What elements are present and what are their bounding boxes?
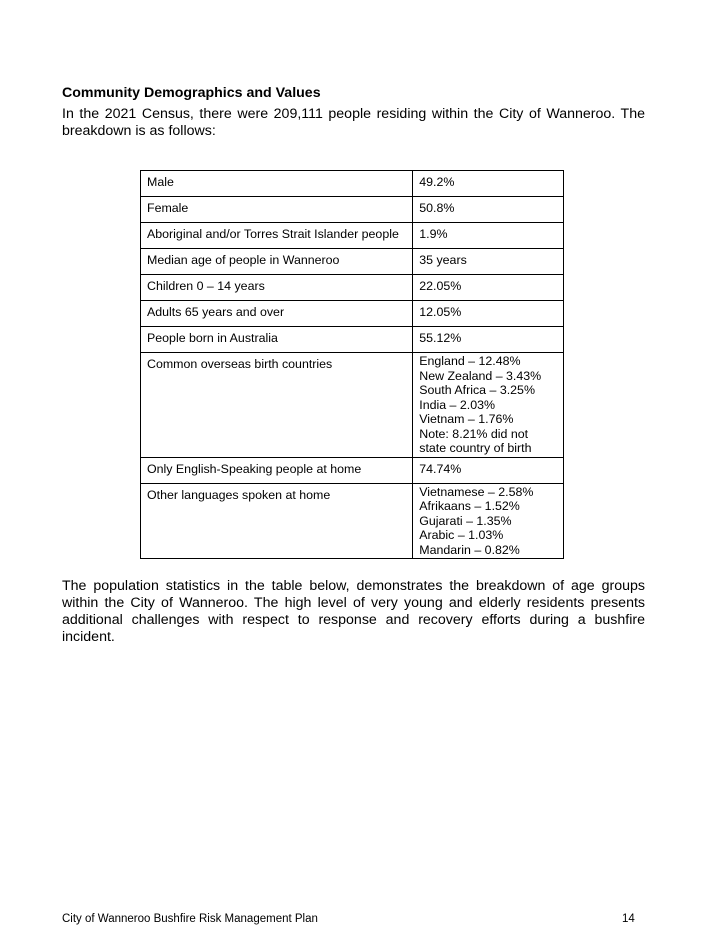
row-value: [413, 197, 564, 223]
row-value: [413, 353, 564, 458]
row-value: [413, 327, 564, 353]
row-value: [413, 249, 564, 275]
row-value: [413, 171, 564, 197]
row-value-line: 12.05%: [419, 305, 462, 319]
row-value-line: state country of birth: [419, 441, 532, 455]
table-row: [141, 249, 564, 275]
table-row: [141, 457, 564, 483]
row-label: Male: [141, 171, 413, 197]
table-row: [141, 301, 564, 327]
row-label: Children 0 – 14 years: [141, 275, 413, 301]
row-value-line: New Zealand – 3.43%: [419, 368, 542, 383]
row-value-line: 55.12%: [419, 331, 462, 345]
row-label: Other languages spoken at home: [141, 483, 413, 559]
row-value-line: Note: 8.21% did not: [419, 426, 529, 441]
row-value: [413, 483, 564, 559]
demographics-table-body: [141, 171, 564, 559]
table-row: [141, 483, 564, 559]
row-label: Adults 65 years and over: [141, 301, 413, 327]
row-value: [413, 275, 564, 301]
table-row: [141, 275, 564, 301]
row-value: [413, 457, 564, 483]
table-row: [141, 171, 564, 197]
footer-title: City of Wanneroo Bushfire Risk Management Plan: [62, 913, 318, 925]
row-label: Median age of people in Wanneroo: [141, 249, 413, 275]
row-label: Only English-Speaking people at home: [141, 457, 413, 483]
intro-paragraph: In the 2021 Census, there were 209,111 people residing within the City of Wanneroo. The breakdown is as follows:: [62, 106, 645, 139]
table-row: [141, 353, 564, 458]
row-value-line: 50.8%: [419, 201, 455, 215]
row-label: Aboriginal and/or Torres Strait Islander people: [141, 223, 413, 249]
row-value-line: Mandarin – 0.82%: [419, 542, 520, 557]
row-value-line: Arabic – 1.03%: [419, 528, 504, 542]
row-label: Female: [141, 197, 413, 223]
row-value: [413, 223, 564, 249]
table-row: [141, 327, 564, 353]
row-value-line: 22.05%: [419, 279, 462, 293]
table-row: [141, 223, 564, 249]
outro-paragraph: The population statistics in the table below, demonstrates the breakdown of age groups within the City of Wanneroo. The high level of very young and elderly residents presents additional challenges with respect to response and recovery efforts during a bushfire incident.: [62, 578, 645, 645]
row-value-line: 1.9%: [419, 227, 448, 241]
row-label: Common overseas birth countries: [141, 353, 413, 458]
row-value-line: Vietnam – 1.76%: [419, 412, 514, 426]
row-value-line: India – 2.03%: [419, 397, 496, 412]
row-value: [413, 301, 564, 327]
section-heading: Community Demographics and Values: [62, 85, 321, 101]
row-value-line: 35 years: [419, 253, 467, 267]
row-value-line: South Africa – 3.25%: [419, 383, 535, 397]
row-value-line: England – 12.48%: [419, 354, 521, 368]
page-number: 14: [622, 913, 635, 925]
row-label: People born in Australia: [141, 327, 413, 353]
table-row: [141, 197, 564, 223]
row-value-line: 49.2%: [419, 175, 455, 189]
row-value-line: Vietnamese – 2.58%: [419, 484, 534, 499]
row-value-line: 74.74%: [419, 461, 462, 476]
row-value-line: Afrikaans – 1.52%: [419, 499, 520, 513]
row-value-line: Gujarati – 1.35%: [419, 513, 512, 528]
demographics-table: [140, 170, 564, 559]
